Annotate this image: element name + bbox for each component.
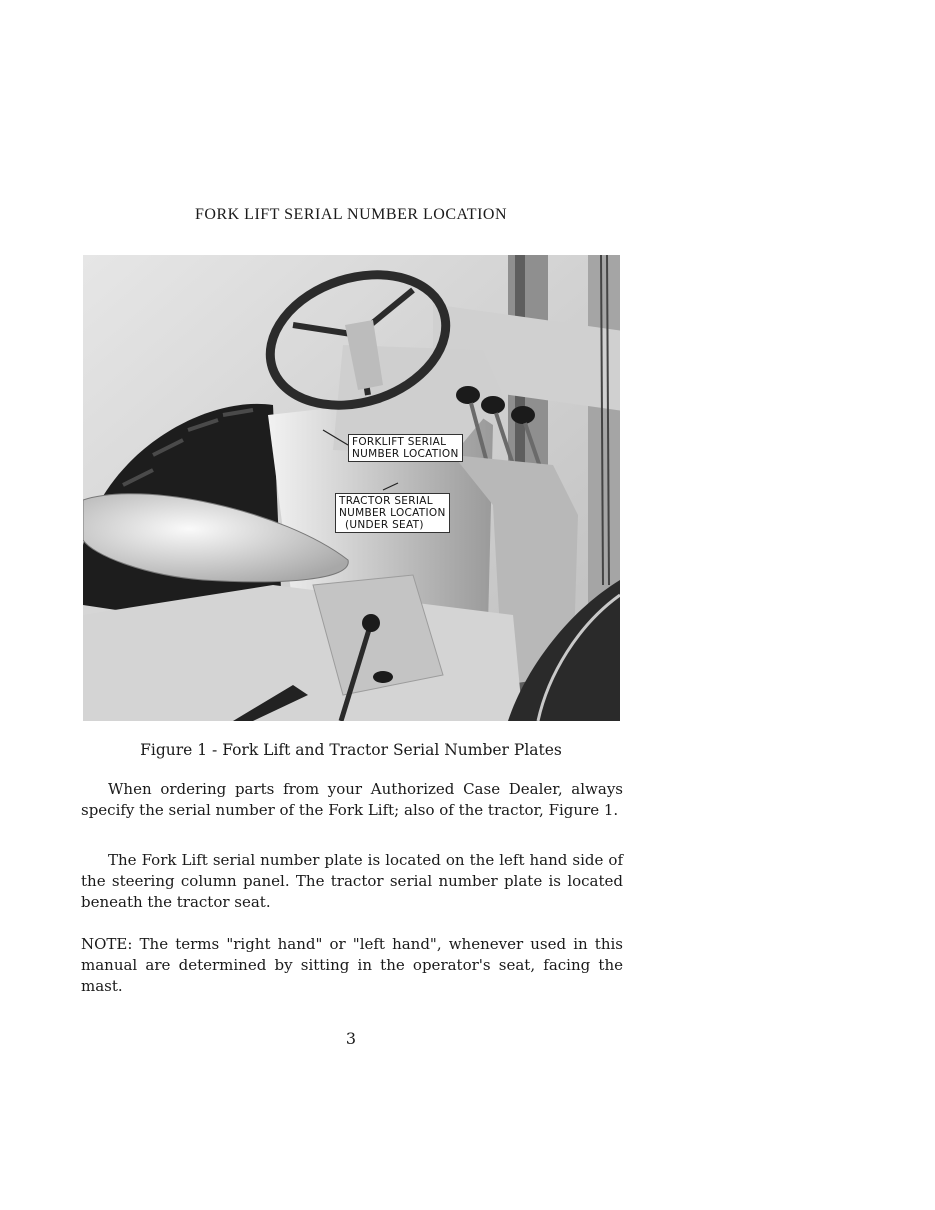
tractor-photo-illustration xyxy=(83,255,620,721)
callout-line: NUMBER LOCATION xyxy=(339,507,446,519)
forklift-serial-callout xyxy=(348,434,463,462)
page-number: 3 xyxy=(345,1029,357,1048)
callout-line: NUMBER LOCATION xyxy=(352,448,459,460)
paragraph-plate-location: The Fork Lift serial number plate is located on the left hand side of the steering column panel. The tractor serial number plate is located beneath the tractor seat. xyxy=(81,851,623,911)
figure-photo xyxy=(83,255,620,721)
callout-line: TRACTOR SERIAL xyxy=(339,495,433,507)
paragraph-ordering: When ordering parts from your Authorized Case Dealer, always specify the serial number of the Fork Lift; also of the tractor, Figure 1. xyxy=(81,780,623,819)
tractor-serial-callout xyxy=(335,493,450,533)
page-title: FORK LIFT SERIAL NUMBER LOCATION xyxy=(194,206,507,223)
figure-caption: Figure 1 - Fork Lift and Tractor Serial Number Plates xyxy=(140,741,562,759)
callout-line: FORKLIFT SERIAL xyxy=(352,436,447,448)
callout-line: (UNDER SEAT) xyxy=(345,519,424,531)
paragraph-note: NOTE: The terms "right hand" or "left hand", whenever used in this manual are determined by sitting in the operator's seat, facing the mast. xyxy=(81,935,623,995)
